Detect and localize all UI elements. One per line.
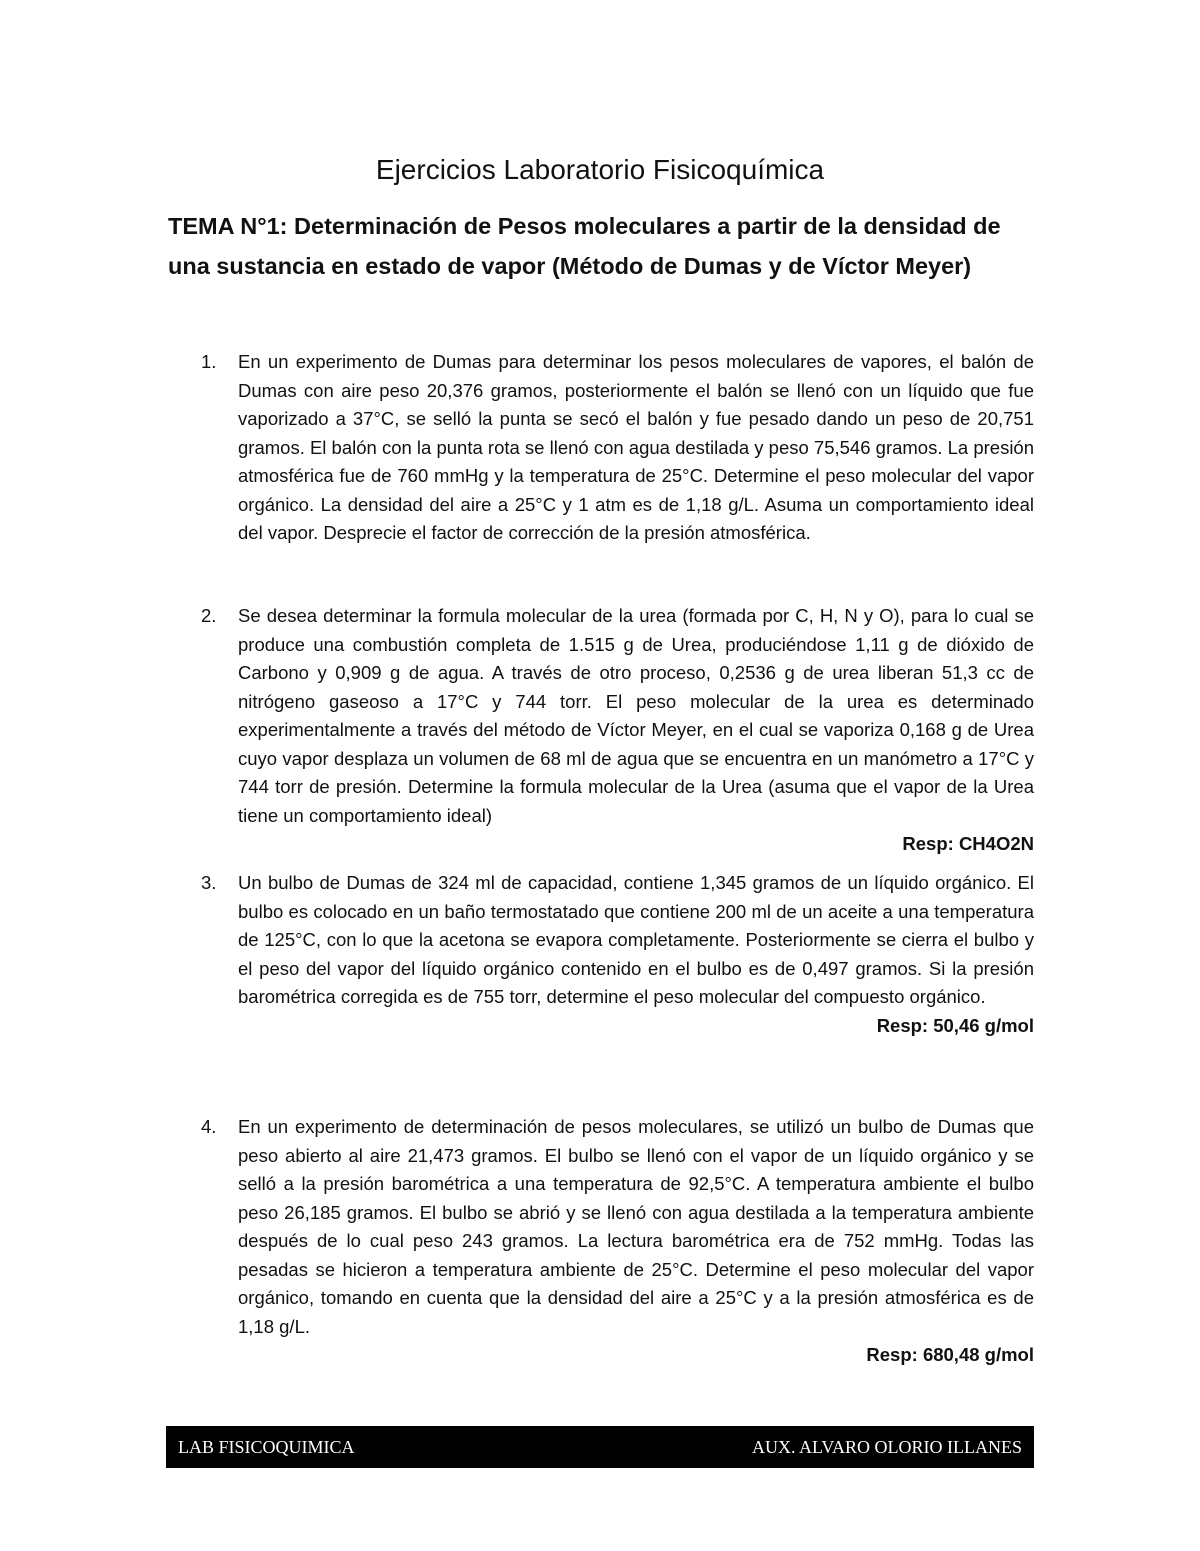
exercise-number: 4.: [201, 1116, 217, 1137]
exercise-item: [168, 869, 1034, 1040]
exercise-text: Se desea determinar la formula molecular de la urea (formada por C, H, N y O), para lo cual se produce una combustión completa de 1.515 g de Urea, produciéndose 1,11 g de dióxido de Carbono y 0,909 g de agua. A través de otro proceso, 0,2536 g de urea liberan 51,3 cc de nitrógeno gaseoso a 17°C y 744 torr. El peso molecular de la urea es determinado experimentalmente a través del método de Víctor Meyer, en el cual se vaporiza 0,168 g de Urea cuyo vapor desplaza un volumen de 68 ml de agua que se encuentra en un manómetro a 17°C y 744 torr de presión. Determine la formula molecular de la Urea (asuma que el vapor de la Urea tiene un comportamiento ideal): [238, 605, 1034, 826]
exercise-answer: Resp: 680,48 g/mol: [866, 1344, 1034, 1365]
footer-left-label: LAB FISICOQUIMICA: [178, 1436, 355, 1457]
footer-bar: [166, 1426, 1034, 1468]
topic-heading: TEMA N°1: Determinación de Pesos moleculares a partir de la densidad de una sustancia en estado de vapor (Método de Dumas y de Víctor Meyer): [168, 213, 1001, 279]
footer-right-label: AUX. ALVARO OLORIO ILLANES: [751, 1436, 1022, 1457]
exercise-text: En un experimento de determinación de pesos moleculares, se utilizó un bulbo de Dumas que peso abierto al aire 21,473 gramos. El bulbo se llenó con el vapor de un líquido orgánico y se selló a la presión barométrica a una temperatura de 92,5°C. A temperatura ambiente el bulbo peso 26,185 gramos. El bulbo se abrió y se llenó con agua destilada a la temperatura ambiente después de lo cual peso 243 gramos. La lectura barométrica era de 752 mmHg. Todas las pesadas se hicieron a temperatura ambiente de 25°C. Determine el peso molecular del vapor orgánico, tomando en cuenta que la densidad del aire a 25°C y a la presión atmosférica es de 1,18 g/L.: [238, 1116, 1034, 1337]
exercise-number: 2.: [201, 605, 217, 626]
exercise-answer: Resp: 50,46 g/mol: [876, 1014, 1034, 1036]
exercise-text: Un bulbo de Dumas de 324 ml de capacidad, contiene 1,345 gramos de un líquido orgánico. El bulbo es colocado en un baño termostatado que contiene 200 ml de un aceite a una temperatura de 125°C, con lo que la acetona se evapora completamente. Posteriormente se cierra el bulbo y el peso del vapor del líquido orgánico contenido en el bulbo es de 0,497 gramos. Si la presión barométrica corregida es de 755 torr, determine el peso molecular del compuesto orgánico.: [238, 872, 1034, 1007]
exercise-item: [168, 348, 1034, 548]
exercise-text: En un experimento de Dumas para determinar los pesos moleculares de vapores, el balón de Dumas con aire peso 20,376 gramos, posteriormente el balón se llenó con un líquido que fue vaporizado a 37°C, se selló la punta se secó el balón y fue pesado dando un peso de 20,751 gramos. El balón con la punta rota se llenó con agua destilada y peso 75,546 gramos. La presión atmosférica fue de 760 mmHg y la temperatura de 25°C. Determine el peso molecular del vapor orgánico. La densidad del aire a 25°C y 1 atm es de 1,18 g/L. Asuma un comportamiento ideal del vapor. Desprecie el factor de corrección de la presión atmosférica.: [238, 351, 1035, 543]
exercise-number: 1.: [201, 351, 217, 372]
exercise-number: 3.: [201, 872, 217, 893]
exercise-item: [168, 602, 1034, 859]
exercise-item: [168, 1113, 1034, 1370]
exercise-answer: Resp: CH4O2N: [902, 833, 1034, 854]
document-title: Ejercicios Laboratorio Fisicoquímica: [375, 154, 825, 185]
